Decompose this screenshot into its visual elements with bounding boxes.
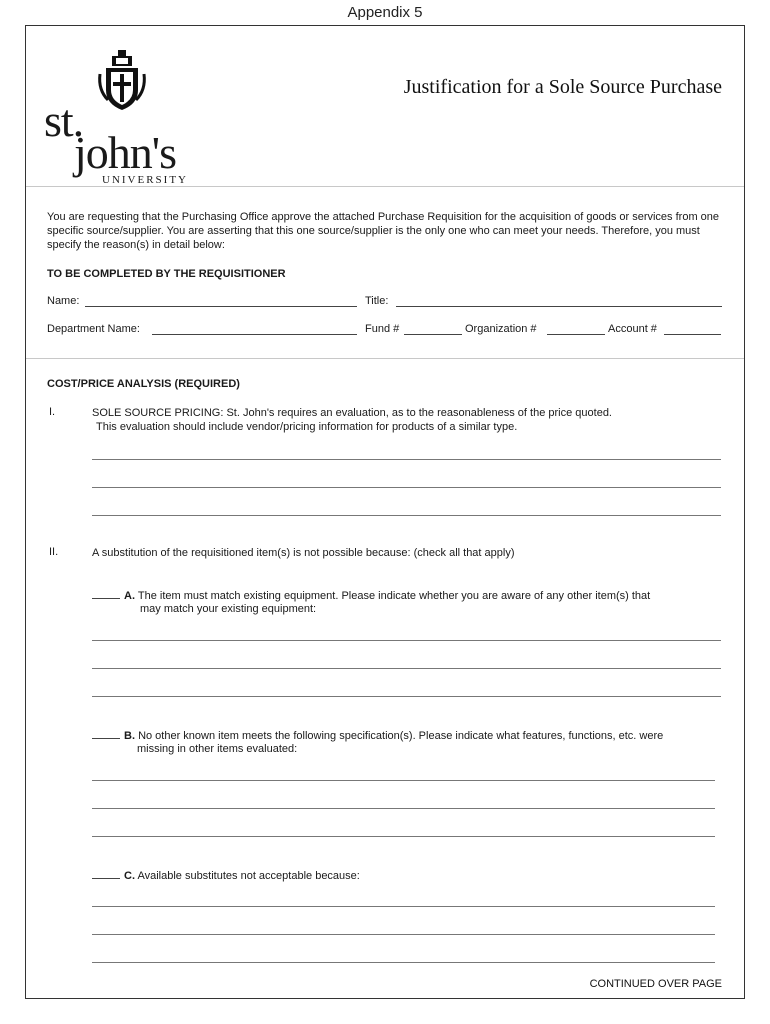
section-1-answer-line[interactable] (92, 459, 721, 460)
name-field[interactable] (85, 306, 357, 307)
university-logo (44, 50, 204, 190)
section-1-line1: SOLE SOURCE PRICING: St. John's requires an evaluation, as to the reasonableness of the price quoted. (92, 407, 612, 419)
option-b-line2: missing in other items evaluated: (137, 743, 298, 755)
option-a-answer-line[interactable] (92, 640, 721, 641)
department-field[interactable] (152, 334, 357, 335)
option-c-answer-line[interactable] (92, 906, 715, 907)
option-b-answer-line[interactable] (92, 808, 715, 809)
option-c-row (92, 868, 360, 883)
option-b-answer-line[interactable] (92, 836, 715, 837)
section-1-answer-line[interactable] (92, 515, 721, 516)
appendix-label: Appendix 5 (347, 4, 423, 21)
option-b-checkbox[interactable] (92, 728, 120, 739)
option-c-letter: C. (124, 870, 135, 882)
requisitioner-heading: TO BE COMPLETED BY THE REQUISITIONER (47, 268, 286, 280)
fund-field[interactable] (404, 334, 462, 335)
form-frame (25, 25, 745, 999)
section-2-text: A substitution of the requisitioned item(s) is not possible because: (check all that apply) (92, 547, 515, 559)
section-1-line2: This evaluation should include vendor/pricing information for products of a similar type. (96, 421, 518, 433)
fund-label: Fund # (365, 323, 400, 335)
account-label: Account # (608, 323, 657, 335)
option-b-letter: B. (124, 730, 135, 742)
section-1-numeral: I. (49, 406, 56, 418)
option-a-row (92, 588, 650, 603)
section-2-numeral: II. (49, 546, 59, 558)
crest-icon (96, 50, 148, 112)
organization-field[interactable] (547, 334, 605, 335)
option-c-line1: Available substitutes not acceptable because: (137, 870, 360, 882)
option-a-answer-line[interactable] (92, 668, 721, 669)
option-a-checkbox[interactable] (92, 588, 120, 599)
option-b-line1: No other known item meets the following specification(s). Please indicate what features, functions, etc. were (138, 730, 664, 742)
option-c-checkbox[interactable] (92, 868, 120, 879)
logo-st-text: st. (44, 95, 84, 146)
option-c-answer-line[interactable] (92, 962, 715, 963)
option-c-answer-line[interactable] (92, 934, 715, 935)
continued-footer: CONTINUED OVER PAGE (589, 978, 722, 990)
option-a-letter: A. (124, 590, 135, 602)
section-divider (26, 358, 744, 359)
option-a-answer-line[interactable] (92, 696, 721, 697)
logo-johns-text: john's (74, 127, 176, 178)
name-label: Name: (47, 295, 80, 307)
option-a-line2: may match your existing equipment: (140, 603, 317, 615)
option-b-row (92, 728, 663, 743)
logo-university-text: UNIVERSITY (102, 174, 188, 186)
intro-paragraph: You are requesting that the Purchasing Office approve the attached Purchase Requisition for the acquisition of goods or services from one specific source/supplier. You are asserting that this one source/supplier is the only one who can meet your needs. Therefore, you must specify the reason(s) in detail below: (47, 211, 720, 251)
document-title: Justification for a Sole Source Purchase (403, 76, 722, 98)
title-label: Title: (365, 295, 389, 307)
organization-label: Organization # (465, 323, 537, 335)
option-a-line1: The item must match existing equipment. Please indicate whether you are aware of any other item(s) that (137, 590, 651, 602)
account-field[interactable] (664, 334, 721, 335)
header-divider (26, 186, 744, 187)
department-label: Department Name: (47, 323, 140, 335)
option-b-answer-line[interactable] (92, 780, 715, 781)
section-1-answer-line[interactable] (92, 487, 721, 488)
cost-analysis-heading: COST/PRICE ANALYSIS (REQUIRED) (47, 378, 240, 390)
title-field[interactable] (396, 306, 722, 307)
